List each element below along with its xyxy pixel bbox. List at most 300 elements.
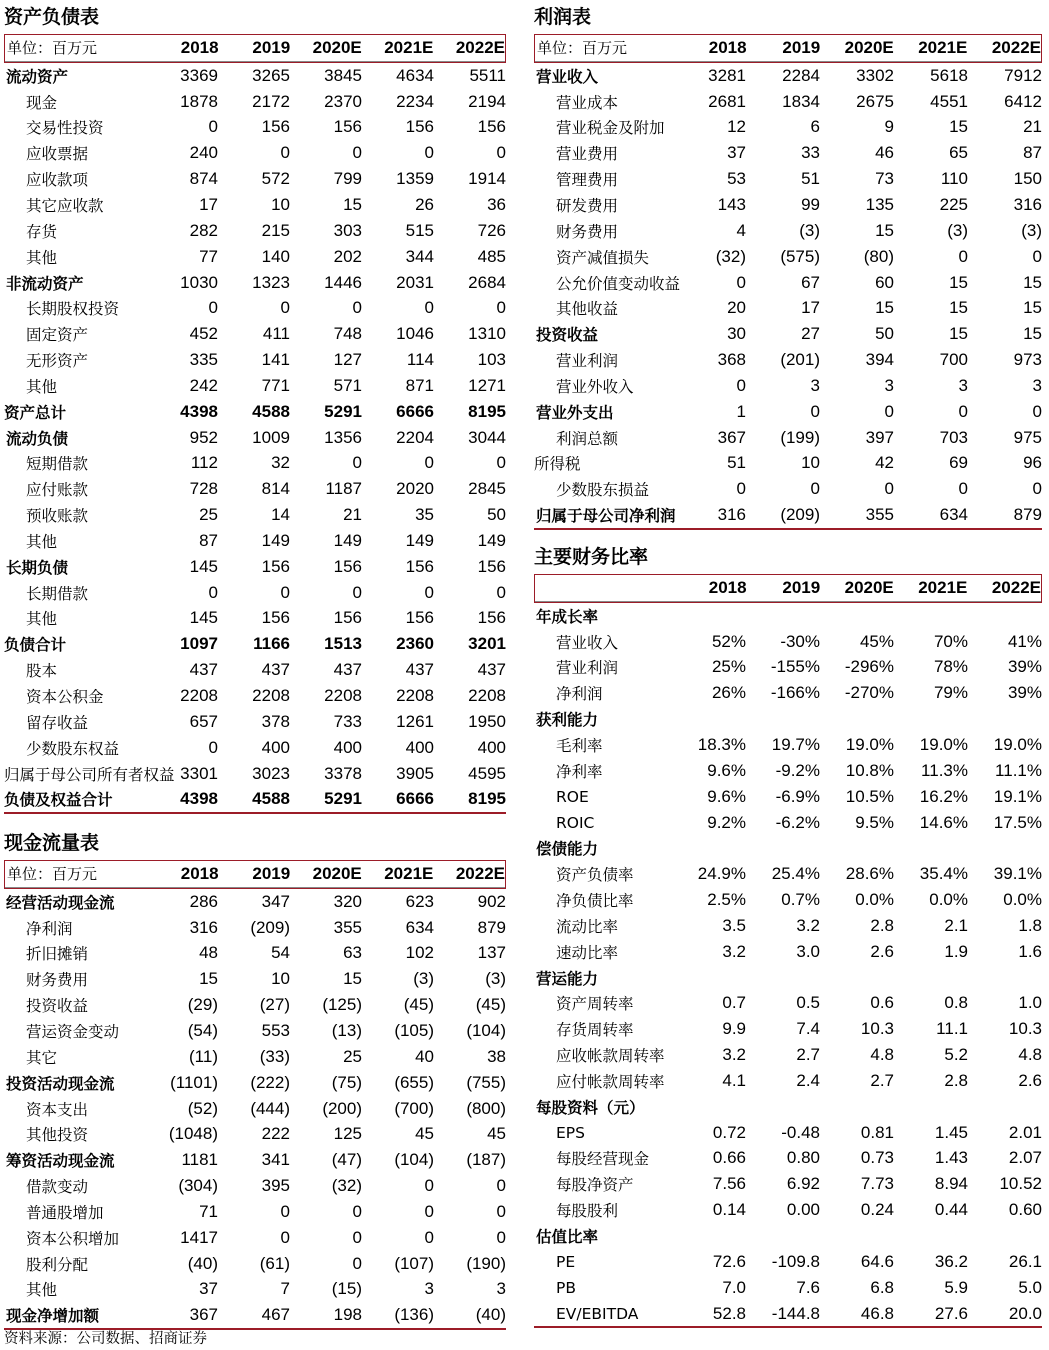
table-row	[4, 373, 506, 399]
row-label: 短期借款	[26, 455, 89, 474]
value-cell: 437	[405, 660, 434, 680]
row-label: 研发费用	[556, 196, 619, 215]
table-row	[4, 1173, 506, 1199]
value-cell: 335	[189, 350, 218, 370]
row-label: 其他	[26, 377, 58, 396]
row-label: 营业收入	[536, 67, 599, 86]
value-cell: 18.3%	[697, 734, 746, 754]
row-label: 营业费用	[556, 145, 619, 164]
value-cell: 1.9	[944, 941, 968, 961]
value-cell	[894, 1094, 968, 1120]
table-row	[4, 321, 506, 347]
table-row	[534, 939, 1042, 965]
value-cell: 2172	[252, 91, 290, 111]
value-cell	[894, 603, 968, 629]
table-row	[534, 732, 1042, 758]
table-row	[534, 1223, 1042, 1249]
row-label: 长期借款	[26, 584, 89, 603]
value-cell: 24.9%	[697, 864, 746, 884]
value-cell: 25%	[711, 657, 746, 677]
value-cell: 571	[333, 375, 362, 395]
value-cell: (209)	[780, 505, 820, 525]
row-label: 固定资产	[26, 326, 89, 345]
value-cell	[746, 965, 820, 991]
value-cell: -109.8	[771, 1251, 820, 1271]
value-cell	[746, 1223, 820, 1249]
source-note: 资料来源：公司数据、招商证券	[4, 1331, 207, 1347]
value-cell	[672, 835, 746, 861]
value-cell: 51	[727, 453, 746, 473]
value-cell: 2684	[468, 272, 506, 292]
value-cell: 87	[1023, 143, 1042, 163]
table-row	[4, 915, 506, 941]
table-row	[4, 89, 506, 115]
year-header: 2018	[147, 861, 219, 887]
row-label: ROIC	[556, 813, 595, 832]
table-row	[534, 63, 1042, 89]
value-cell: (222)	[250, 1072, 290, 1092]
table-row	[4, 761, 506, 787]
row-label: 现金净增加额	[6, 1307, 100, 1326]
value-cell: 156	[261, 608, 290, 628]
table-row	[4, 1096, 506, 1122]
value-cell: 0	[496, 143, 506, 163]
row-label: 营业成本	[556, 93, 619, 112]
row-label: 其它	[26, 1048, 58, 1067]
value-cell: 2370	[324, 91, 362, 111]
value-cell	[894, 965, 968, 991]
row-label: 净利润	[556, 685, 603, 704]
value-cell: 67	[801, 272, 820, 292]
value-cell: 5.9	[944, 1277, 968, 1297]
row-label: 归属于母公司净利润	[536, 507, 676, 526]
value-cell: 39.1%	[993, 864, 1042, 884]
value-cell: 394	[865, 350, 894, 370]
value-cell: 3201	[468, 634, 506, 654]
value-cell: 15	[949, 324, 968, 344]
value-cell: 149	[261, 530, 290, 550]
value-cell: -6.2%	[775, 812, 820, 832]
row-label: 净负债比率	[556, 892, 634, 911]
value-cell: 14.6%	[919, 812, 968, 832]
value-cell: 45%	[859, 631, 894, 651]
value-cell: 1009	[252, 427, 290, 447]
row-label: 存货	[26, 222, 58, 241]
value-cell: 1878	[180, 91, 218, 111]
ratios-title: 主要财务比率	[534, 546, 649, 568]
value-cell: 1417	[180, 1227, 218, 1247]
value-cell: 102	[405, 943, 434, 963]
table-row	[534, 244, 1042, 270]
value-cell: 3.5	[722, 915, 746, 935]
table-row	[4, 347, 506, 373]
value-cell: 2194	[468, 91, 506, 111]
value-cell: 0	[496, 1176, 506, 1196]
value-cell: 0	[1032, 401, 1042, 421]
value-cell: 39%	[1007, 657, 1042, 677]
value-cell: 140	[261, 246, 290, 266]
table-row	[534, 1042, 1042, 1068]
value-cell: (27)	[259, 995, 290, 1015]
table-row	[4, 244, 506, 270]
value-cell: 19.7%	[771, 734, 820, 754]
value-cell: 51	[801, 169, 820, 189]
value-cell: (800)	[466, 1098, 506, 1118]
value-cell: -155%	[770, 657, 820, 677]
row-label: 净利率	[556, 762, 603, 781]
value-cell: (3)	[947, 220, 968, 240]
value-cell: 1.43	[934, 1148, 968, 1168]
value-cell: 4588	[252, 789, 290, 809]
value-cell: 771	[261, 375, 290, 395]
value-cell: -9.2%	[775, 760, 820, 780]
value-cell: (104)	[466, 1020, 506, 1040]
value-cell: 7.6	[796, 1277, 820, 1297]
value-cell: -30%	[780, 631, 820, 651]
value-cell: 748	[333, 324, 362, 344]
value-cell	[820, 1223, 894, 1249]
value-cell: 10.5%	[845, 786, 894, 806]
value-cell: 42	[875, 453, 894, 473]
value-cell: 5291	[324, 789, 362, 809]
value-cell: 3.0	[796, 941, 820, 961]
row-label: 财务费用	[556, 222, 619, 241]
value-cell: 8195	[468, 401, 506, 421]
year-header: 2019	[747, 575, 821, 601]
value-cell: 3023	[252, 763, 290, 783]
year-header: 2018	[673, 35, 747, 61]
value-cell: 156	[477, 608, 506, 628]
balance-sheet-header	[4, 34, 506, 63]
row-label: 营运资金变动	[26, 1022, 120, 1041]
value-cell: 355	[865, 505, 894, 525]
value-cell: 0	[736, 375, 746, 395]
value-cell: 0.44	[934, 1200, 968, 1220]
value-cell: 2.07	[1008, 1148, 1042, 1168]
value-cell: 12	[727, 117, 746, 137]
value-cell: 0	[208, 737, 218, 757]
row-label: 负债合计	[4, 636, 67, 655]
table-bottom-rule	[534, 528, 1042, 530]
value-cell: 1181	[181, 1150, 218, 1170]
value-cell: (107)	[394, 1253, 434, 1273]
row-label: 其他	[26, 248, 58, 267]
value-cell: 145	[189, 608, 218, 628]
value-cell: (755)	[466, 1072, 506, 1092]
value-cell: 0	[736, 479, 746, 499]
value-cell: 1323	[252, 272, 290, 292]
table-row	[534, 680, 1042, 706]
value-cell: 2360	[396, 634, 434, 654]
value-cell: 2.1	[944, 915, 968, 935]
value-cell: 799	[333, 169, 362, 189]
value-cell: 879	[477, 917, 506, 937]
value-cell: 15	[1023, 298, 1042, 318]
value-cell: 0	[352, 143, 362, 163]
value-cell: (125)	[322, 995, 362, 1015]
value-cell: 3.2	[722, 1045, 746, 1065]
value-cell: 975	[1013, 427, 1042, 447]
table-row	[534, 192, 1042, 218]
row-label: 营运能力	[536, 969, 599, 988]
table-row	[534, 655, 1042, 681]
value-cell: (655)	[394, 1072, 434, 1092]
row-label: 股本	[26, 662, 58, 681]
row-label: 应付账款	[26, 481, 89, 500]
row-label: 净利润	[26, 919, 73, 938]
value-cell: 2.8	[870, 915, 894, 935]
table-row	[4, 63, 506, 89]
value-cell: 0.00	[786, 1200, 820, 1220]
value-cell: 0	[496, 582, 506, 602]
value-cell	[820, 965, 894, 991]
value-cell: 0	[280, 1227, 290, 1247]
row-label: 估值比率	[536, 1228, 599, 1247]
row-label: 应付帐款周转率	[556, 1072, 665, 1091]
value-cell: 50	[875, 324, 894, 344]
value-cell: 0	[424, 1176, 434, 1196]
value-cell: 141	[261, 350, 290, 370]
value-cell: 4.8	[870, 1045, 894, 1065]
row-label: 每股经营现金	[556, 1150, 650, 1169]
value-cell: 400	[333, 737, 362, 757]
row-label: 留存收益	[26, 713, 89, 732]
table-row	[4, 1277, 506, 1303]
value-cell: 8195	[468, 789, 506, 809]
income-statement-header	[534, 34, 1042, 63]
row-label: 非流动资产	[6, 274, 84, 293]
value-cell: 0	[208, 298, 218, 318]
row-label: 流动比率	[556, 917, 619, 936]
value-cell: 25.4%	[771, 864, 820, 884]
table-row	[4, 631, 506, 657]
value-cell: 0.60	[1008, 1200, 1042, 1220]
value-cell: 400	[261, 737, 290, 757]
row-label: 每股股利	[556, 1202, 619, 1221]
table-row	[534, 835, 1042, 861]
value-cell	[746, 603, 820, 629]
value-cell: 125	[333, 1124, 362, 1144]
value-cell: (700)	[394, 1098, 434, 1118]
value-cell: 27.6	[934, 1303, 968, 1323]
table-row	[534, 1275, 1042, 1301]
row-label: 投资收益	[536, 326, 599, 345]
value-cell: 15	[875, 220, 894, 240]
value-cell: 20	[727, 298, 746, 318]
value-cell: 96	[1023, 453, 1042, 473]
value-cell: 7912	[1004, 65, 1042, 85]
value-cell: (3)	[485, 969, 506, 989]
value-cell: (136)	[394, 1305, 434, 1325]
value-cell: 15	[1023, 324, 1042, 344]
value-cell: 0.80	[786, 1148, 820, 1168]
value-cell: 1166	[253, 634, 290, 654]
value-cell: -166%	[770, 683, 820, 703]
value-cell: 0	[496, 1201, 506, 1221]
value-cell: 198	[333, 1305, 362, 1325]
value-cell: 9.5%	[855, 812, 894, 832]
value-cell: 37	[727, 143, 746, 163]
value-cell: 286	[189, 891, 218, 911]
cashflow-title: 现金流量表	[4, 832, 100, 854]
row-label: 资本支出	[26, 1100, 89, 1119]
value-cell: 871	[405, 375, 434, 395]
table-row	[534, 399, 1042, 425]
value-cell: 5.2	[944, 1045, 968, 1065]
value-cell: 79%	[933, 683, 968, 703]
table-row	[4, 992, 506, 1018]
table-row	[4, 606, 506, 632]
value-cell: 87	[199, 530, 218, 550]
table-row	[534, 502, 1042, 528]
value-cell: 156	[261, 556, 290, 576]
value-cell: 320	[333, 891, 362, 911]
value-cell: 726	[477, 220, 506, 240]
value-cell: 149	[477, 530, 506, 550]
year-header: 2021E	[362, 35, 434, 61]
value-cell: 0.7	[722, 993, 746, 1013]
value-cell: 3905	[396, 763, 434, 783]
cashflow-table	[4, 889, 506, 1328]
value-cell: 65	[949, 143, 968, 163]
value-cell: 15	[199, 969, 218, 989]
row-label: 营业收入	[556, 633, 619, 652]
row-label: 营业利润	[556, 352, 619, 371]
value-cell: 2.5%	[707, 890, 746, 910]
value-cell: 20.0	[1008, 1303, 1042, 1323]
year-header: 2021E	[362, 861, 434, 887]
table-row	[534, 1120, 1042, 1146]
value-cell: 10	[271, 969, 290, 989]
value-cell: 149	[405, 530, 434, 550]
value-cell: 1.0	[1018, 993, 1042, 1013]
year-header: 2020E	[820, 575, 894, 601]
value-cell: 135	[865, 194, 894, 214]
value-cell: 7	[280, 1279, 290, 1299]
unit-label: 单位：百万元	[5, 861, 147, 887]
value-cell: 17.5%	[993, 812, 1042, 832]
value-cell: 0	[496, 298, 506, 318]
table-row	[534, 373, 1042, 399]
value-cell: 3	[424, 1279, 434, 1299]
value-cell: 0.66	[712, 1148, 746, 1168]
table-row	[534, 1068, 1042, 1094]
row-label: EPS	[556, 1123, 585, 1142]
value-cell: 19.1%	[993, 786, 1042, 806]
table-row	[4, 270, 506, 296]
value-cell	[968, 603, 1042, 629]
value-cell: 37	[199, 1279, 218, 1299]
value-cell: 15	[949, 117, 968, 137]
value-cell	[894, 706, 968, 732]
value-cell: 19.0%	[993, 734, 1042, 754]
value-cell: (45)	[403, 995, 434, 1015]
value-cell: 63	[343, 943, 362, 963]
value-cell: 437	[333, 660, 362, 680]
value-cell: 0	[280, 1201, 290, 1221]
value-cell: 9.2%	[707, 812, 746, 832]
value-cell: (199)	[780, 427, 820, 447]
row-label: 无形资产	[26, 352, 89, 371]
value-cell: 222	[261, 1124, 290, 1144]
value-cell: 50	[487, 505, 506, 525]
table-row	[534, 991, 1042, 1017]
row-label: 投资收益	[26, 997, 89, 1016]
value-cell: 35.4%	[919, 864, 968, 884]
value-cell: 367	[717, 427, 746, 447]
value-cell: 1046	[396, 324, 434, 344]
value-cell: 9.6%	[707, 760, 746, 780]
value-cell: 0	[280, 582, 290, 602]
value-cell: 282	[189, 220, 218, 240]
table-row	[4, 580, 506, 606]
value-cell: 0	[958, 401, 968, 421]
value-cell: 156	[405, 117, 434, 137]
value-cell: 156	[405, 556, 434, 576]
cashflow-header	[4, 860, 506, 889]
value-cell: 733	[333, 711, 362, 731]
income-statement-table	[534, 63, 1042, 528]
value-cell: 395	[261, 1176, 290, 1196]
value-cell: 1513	[324, 634, 362, 654]
value-cell: 3	[884, 375, 894, 395]
row-label: 少数股东损益	[556, 481, 650, 500]
value-cell: 149	[333, 530, 362, 550]
value-cell: (80)	[863, 246, 894, 266]
table-row	[4, 554, 506, 580]
table-row	[534, 425, 1042, 451]
value-cell: 2.6	[870, 941, 894, 961]
value-cell: 27	[801, 324, 820, 344]
value-cell: 341	[261, 1150, 290, 1170]
year-header: 2018	[147, 35, 219, 61]
value-cell	[820, 835, 894, 861]
value-cell: 112	[190, 453, 218, 473]
year-header: 2018	[673, 575, 747, 601]
value-cell: (187)	[466, 1150, 506, 1170]
row-label: 财务费用	[26, 971, 89, 990]
value-cell: 3.2	[722, 941, 746, 961]
value-cell: 5291	[324, 401, 362, 421]
row-label: 营业税金及附加	[556, 119, 665, 138]
value-cell: 7.4	[796, 1019, 820, 1039]
value-cell: (45)	[475, 995, 506, 1015]
value-cell: (575)	[780, 246, 820, 266]
value-cell: 437	[477, 660, 506, 680]
value-cell: 347	[261, 891, 290, 911]
value-cell	[672, 706, 746, 732]
value-cell: 2208	[324, 686, 362, 706]
value-cell: 2681	[708, 91, 746, 111]
table-row	[534, 270, 1042, 296]
value-cell: 4551	[930, 91, 968, 111]
table-row	[4, 140, 506, 166]
unit-label: 单位：百万元	[535, 35, 673, 61]
value-cell: 19.0%	[919, 734, 968, 754]
table-row	[534, 784, 1042, 810]
value-cell: 26	[415, 194, 434, 214]
value-cell: 78%	[933, 657, 968, 677]
value-cell: 215	[261, 220, 290, 240]
row-label: 借款变动	[26, 1178, 89, 1197]
value-cell: 879	[1013, 505, 1042, 525]
value-cell: -296%	[844, 657, 894, 677]
value-cell: 437	[189, 660, 218, 680]
table-row	[534, 89, 1042, 115]
value-cell: 11.1%	[995, 760, 1042, 780]
value-cell: 6666	[396, 401, 434, 421]
value-cell: 52%	[711, 631, 746, 651]
